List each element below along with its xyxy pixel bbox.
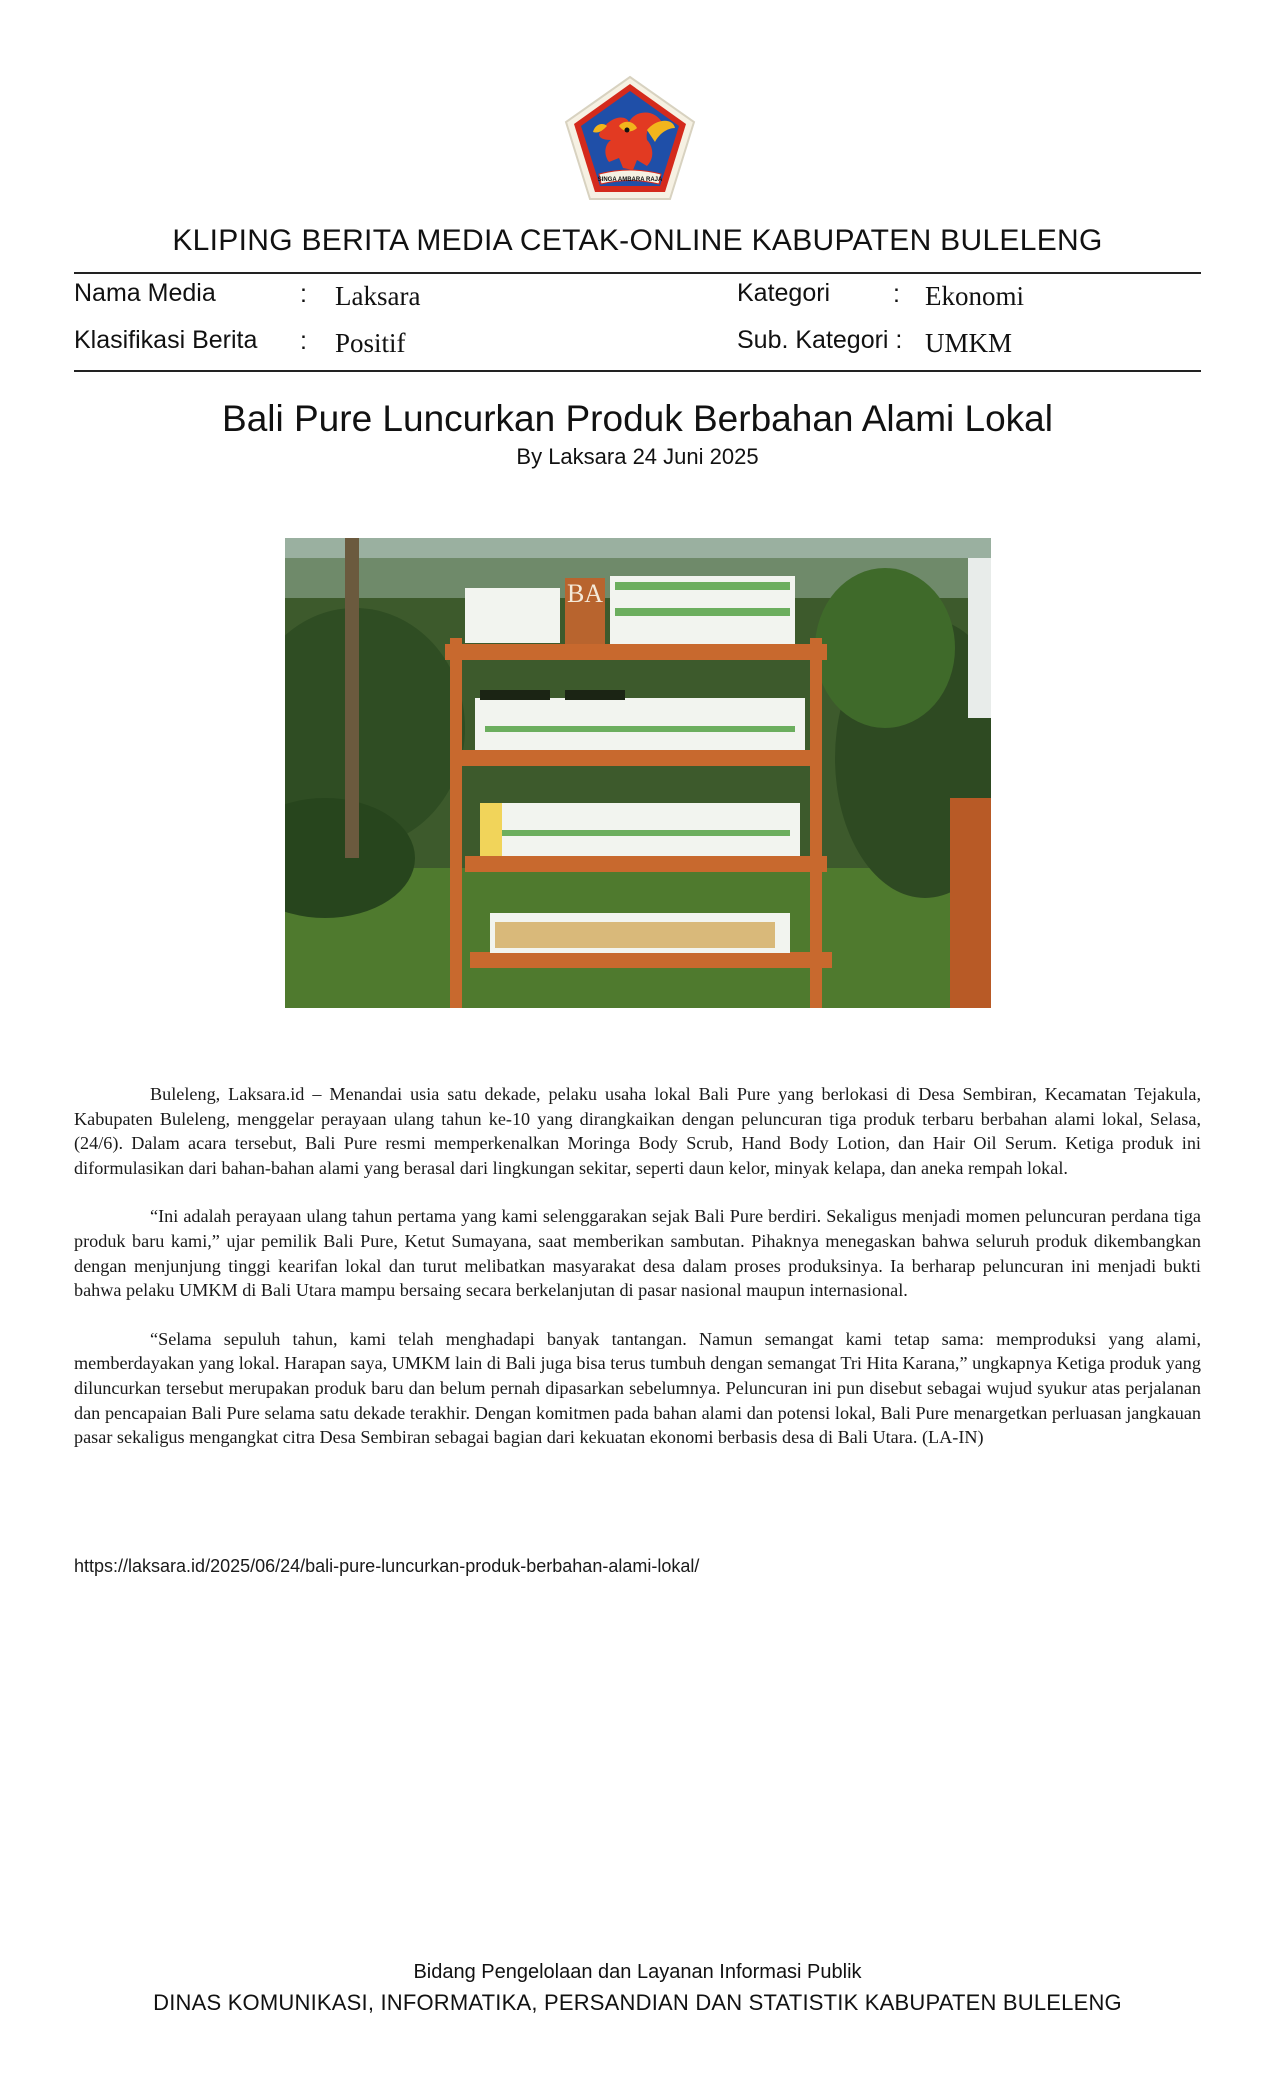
media-label: Nama Media: [74, 279, 216, 307]
klasifikasi-value: Positif: [335, 328, 406, 358]
media-colon: :: [300, 280, 307, 308]
footer-agency: DINAS KOMUNIKASI, INFORMATIKA, PERSANDIAN DAN STATISTIK KABUPATEN BULELENG: [153, 1990, 1122, 2015]
header-divider-top: [74, 272, 1201, 274]
media-value: Laksara: [335, 281, 421, 311]
klasifikasi-colon: :: [300, 327, 307, 355]
article-byline: By Laksara 24 Juni 2025: [516, 444, 759, 469]
kategori-label: Kategori: [737, 279, 831, 307]
photo-sign: BA: [566, 579, 604, 608]
logo-motto: SINGA AMBARA RAJA: [597, 177, 663, 183]
kategori-colon: :: [893, 280, 900, 308]
header-divider-bottom: [74, 370, 1201, 372]
article-photo: [285, 538, 991, 1008]
klasifikasi-label: Klasifikasi Berita: [74, 326, 258, 354]
kategori-value: Ekonomi: [925, 281, 1024, 311]
article-paragraph: “Selama sepuluh tahun, kami telah menghadapi banyak tantangan. Namun semangat kami tetap sama: memproduksi yang alami, memberdayakan yang lokal. Harapan saya, UMKM lain di Bali juga bisa terus tumbuh dengan semangat Tri Hita Karana,” ungkapnya Ketiga produk yang diluncurkan tersebut merupakan produk baru dan belum pernah dipasarkan sebelumnya. Peluncuran ini pun disebut sebagai wujud syukur atas perjalanan dan pencapaian Bali Pure selama satu dekade terakhir. Dengan komitmen pada bahan alami dan potensi lokal, Bali Pure menargetkan perluasan jangkauan pasar sekaligus mengangkat citra Desa Sembiran sebagai bagian dari kekuatan ekonomi berbasis desa di Bali Utara. (LA-IN): [74, 1328, 1201, 1448]
article-paragraph: Buleleng, Laksara.id – Menandai usia satu dekade, pelaku usaha lokal Bali Pure yang berlokasi di Desa Sembiran, Kecamatan Tejakula, Kabupaten Buleleng, menggelar perayaan ulang tahun ke-10 yang dirangkaikan dengan peluncuran tiga produk terbaru berbahan alami lokal, Selasa, (24/6). Dalam acara tersebut, Bali Pure resmi memperkenalkan Moringa Body Scrub, Hand Body Lotion, dan Hair Oil Serum. Ketiga produk ini diformulasikan dari bahan-bahan alami yang berasal dari lingkungan sekitar, seperti daun kelor, minyak kelapa, dan aneka rempah lokal.: [74, 1084, 1201, 1178]
source-url[interactable]: https://laksara.id/2025/06/24/bali-pure-luncurkan-produk-berbahan-alami-lokal/: [74, 1556, 700, 1576]
article-body: [74, 1082, 1201, 1474]
article-paragraph: “Ini adalah perayaan ulang tahun pertama yang kami selenggarakan sejak Bali Pure berdiri. Sekaligus menjadi momen peluncuran perdana tiga produk baru kami,” ujar pemilik Bali Pure, Ketut Sumayana, saat memberikan sambutan. Pihaknya menegaskan bahwa seluruh produk dikembangkan dengan menjunjung tinggi kearifan lokal dan turut melibatkan masyarakat desa dalam proses produksinya. Ia berharap peluncuran ini menjadi bukti bahwa pelaku UMKM di Bali Utara mampu bersaing secara berkelanjutan di pasar nasional maupun internasional.: [74, 1206, 1201, 1301]
article-title: Bali Pure Luncurkan Produk Berbahan Alami Lokal: [222, 398, 1053, 439]
sub-kategori-value: UMKM: [925, 328, 1013, 358]
kabupaten-buleleng-logo: [563, 74, 697, 202]
sub-kategori-label: Sub. Kategori :: [737, 326, 903, 354]
page-header-title: KLIPING BERITA MEDIA CETAK-ONLINE KABUPATEN BULELENG: [172, 224, 1103, 257]
footer-division: Bidang Pengelolaan dan Layanan Informasi Publik: [413, 1961, 862, 1983]
